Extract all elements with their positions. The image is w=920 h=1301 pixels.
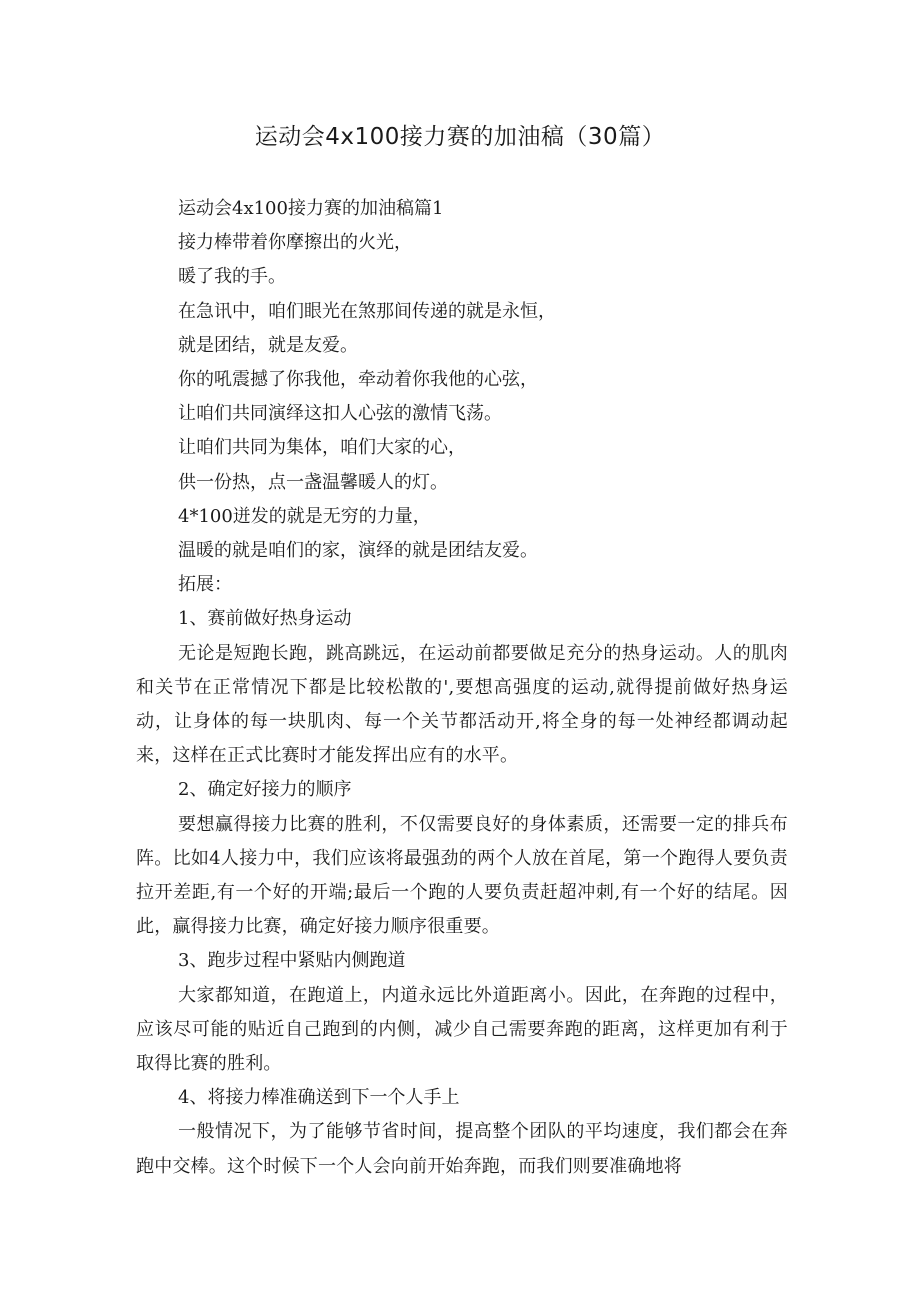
poem-line: 让咱们共同演绎这扣人心弦的激情飞荡。 [178, 403, 502, 425]
section-heading: 4、将接力棒准确送到下一个人手上 [178, 1087, 460, 1109]
section-heading: 1、赛前做好热身运动 [178, 608, 352, 630]
poem-line: 4*100迸发的就是无穷的力量， [178, 505, 431, 527]
document-body [136, 192, 788, 1184]
section-heading: 3、跑步过程中紧贴内侧跑道 [178, 950, 406, 972]
poem-line: 暖了我的手。 [178, 266, 286, 288]
document-title: 运动会4x100接力赛的加油稿（30篇） [254, 124, 666, 150]
poem-line: 让咱们共同为集体，咱们大家的心， [178, 437, 466, 459]
poem-line: 温暖的就是咱们的家，演绎的就是团结友爱。 [178, 540, 538, 562]
poem-line: 你的吼震撼了你我他，牵动着你我他的心弦， [178, 369, 538, 391]
extension-label: 拓展： [178, 574, 232, 596]
poem-line: 在急讯中，咱们眼光在煞那间传递的就是永恒， [178, 300, 556, 322]
poem-line: 供一份热，点一盏温馨暖人的灯。 [178, 471, 448, 493]
section-paragraph: 无论是短跑长跑，跳高跳远，在运动前都要做足充分的热身运动。人的肌肉和关节在正常情况下都是比较松散的',要想高强度的运动,就得提前做好热身运动，让身体的每一块肌肉、每一个关节都活动开,将全身的每一处神经都调动起来，这样在正式比赛时才能发挥出应有的水平。 [136, 642, 788, 767]
section-paragraph: 一般情况下，为了能够节省时间，提高整个团队的平均速度，我们都会在奔跑中交棒。这个时候下一个人会向前开始奔跑，而我们则要准确地将 [136, 1121, 788, 1177]
section-heading: 2、确定好接力的顺序 [178, 779, 352, 801]
poem-line: 就是团结，就是友爱。 [178, 334, 358, 356]
poem-line: 接力棒带着你摩擦出的火光， [178, 232, 412, 254]
section-paragraph: 大家都知道，在跑道上，内道永远比外道距离小。因此，在奔跑的过程中，应该尽可能的贴近自己跑到的内侧，减少自己需要奔跑的距离，这样更加有利于取得比赛的胜利。 [136, 984, 788, 1075]
section-paragraph: 要想赢得接力比赛的胜利，不仅需要良好的身体素质，还需要一定的排兵布阵。比如4人接力中，我们应该将最强劲的两个人放在首尾，第一个跑得人要负责拉开差距,有一个好的开端;最后一个跑的人要负责赶超冲刺,有一个好的结尾。因此，赢得接力比赛，确定好接力顺序很重要。 [136, 813, 788, 938]
poem-heading: 运动会4x100接力赛的加油稿篇1 [178, 198, 444, 219]
